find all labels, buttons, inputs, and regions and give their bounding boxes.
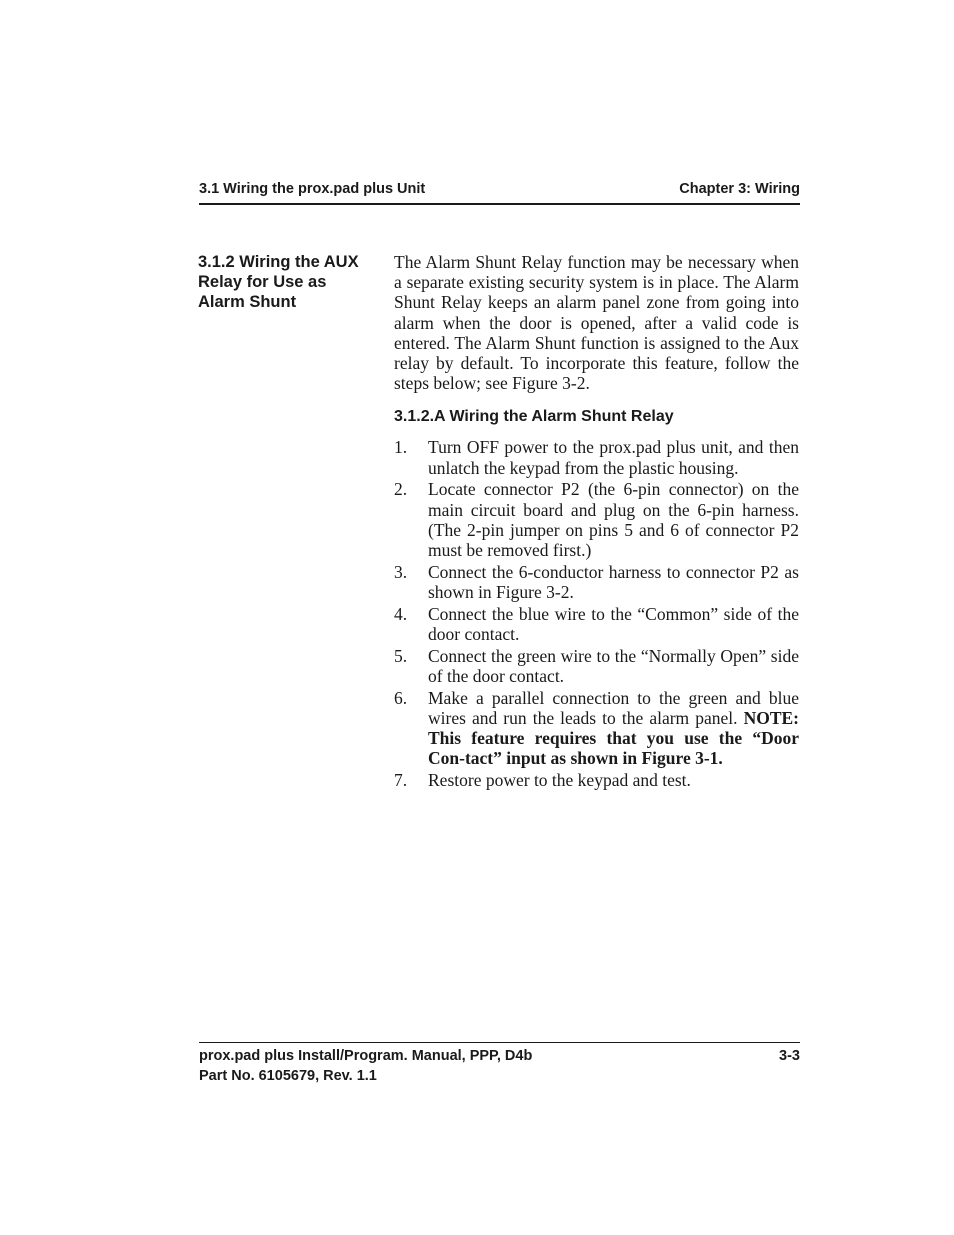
list-item <box>394 688 799 769</box>
step-text: Connect the 6-conductor harness to connector P2 as shown in Figure 3-2. <box>428 561 799 603</box>
header-section-title: 3.1 Wiring the prox.pad plus Unit <box>199 181 426 197</box>
header-chapter-title: Chapter 3: Wiring <box>679 181 800 197</box>
step-number: 1. <box>394 437 408 458</box>
step-text: Restore power to the keypad and test. <box>428 770 691 791</box>
list-item <box>394 770 799 790</box>
step-number: 5. <box>394 645 408 666</box>
list-item <box>394 437 799 477</box>
step-text: Turn OFF power to the prox.pad plus unit, and then unlatch the keypad from the plastic housing. <box>428 437 799 478</box>
list-item <box>394 479 799 560</box>
section-heading-line: 3.1.2 Wiring the AUX <box>198 253 359 271</box>
section-heading-line: Relay for Use as <box>198 273 327 291</box>
step-text: Locate connector P2 (the 6-pin connector) on the main circuit board and plug on the 6-pin harness. (The 2-pin jumper on pins 5 and 6 of connector P2 must be removed first.) <box>428 479 799 561</box>
step-number: 6. <box>394 687 408 708</box>
step-number: 4. <box>394 603 408 624</box>
running-header <box>199 181 800 205</box>
step-text: Make a parallel connection to the green and blue wires and run the leads to the alarm panel. <box>428 687 799 729</box>
list-item <box>394 604 799 644</box>
step-text: Connect the green wire to the “Normally Open” side of the door contact. <box>428 645 799 687</box>
intro-paragraph: The Alarm Shunt Relay function may be necessary when a separate existing security system is in place. The Alarm Shunt Relay keeps an alarm panel zone from going into alarm when the door is opened, after a valid code is entered. The Alarm Shunt function is assigned to the Aux relay by default. To incorporate this feature, follow the steps below; see Figure 3-2. <box>394 252 799 394</box>
footer-manual-title: prox.pad plus Install/Program. Manual, PPP, D4b <box>199 1048 533 1064</box>
section-heading-line: Alarm Shunt <box>198 293 297 311</box>
subsection-heading: 3.1.2.A Wiring the Alarm Shunt Relay <box>394 408 674 426</box>
running-footer <box>199 1042 800 1086</box>
section-heading <box>198 252 378 312</box>
step-text: Connect the blue wire to the “Common” side of the door contact. <box>428 603 799 645</box>
list-item <box>394 562 799 602</box>
steps-list <box>394 437 799 790</box>
step-number: 7. <box>394 770 408 791</box>
list-item <box>394 646 799 686</box>
page-number: 3-3 <box>779 1048 800 1064</box>
body-column <box>394 252 799 792</box>
step-note: NOTE: This feature requires that you use the “Door Con-tact” input as shown in Figure 3-1. <box>428 708 799 769</box>
footer-part-number: Part No. 6105679, Rev. 1.1 <box>199 1068 377 1084</box>
step-number: 2. <box>394 479 408 500</box>
step-number: 3. <box>394 561 408 582</box>
